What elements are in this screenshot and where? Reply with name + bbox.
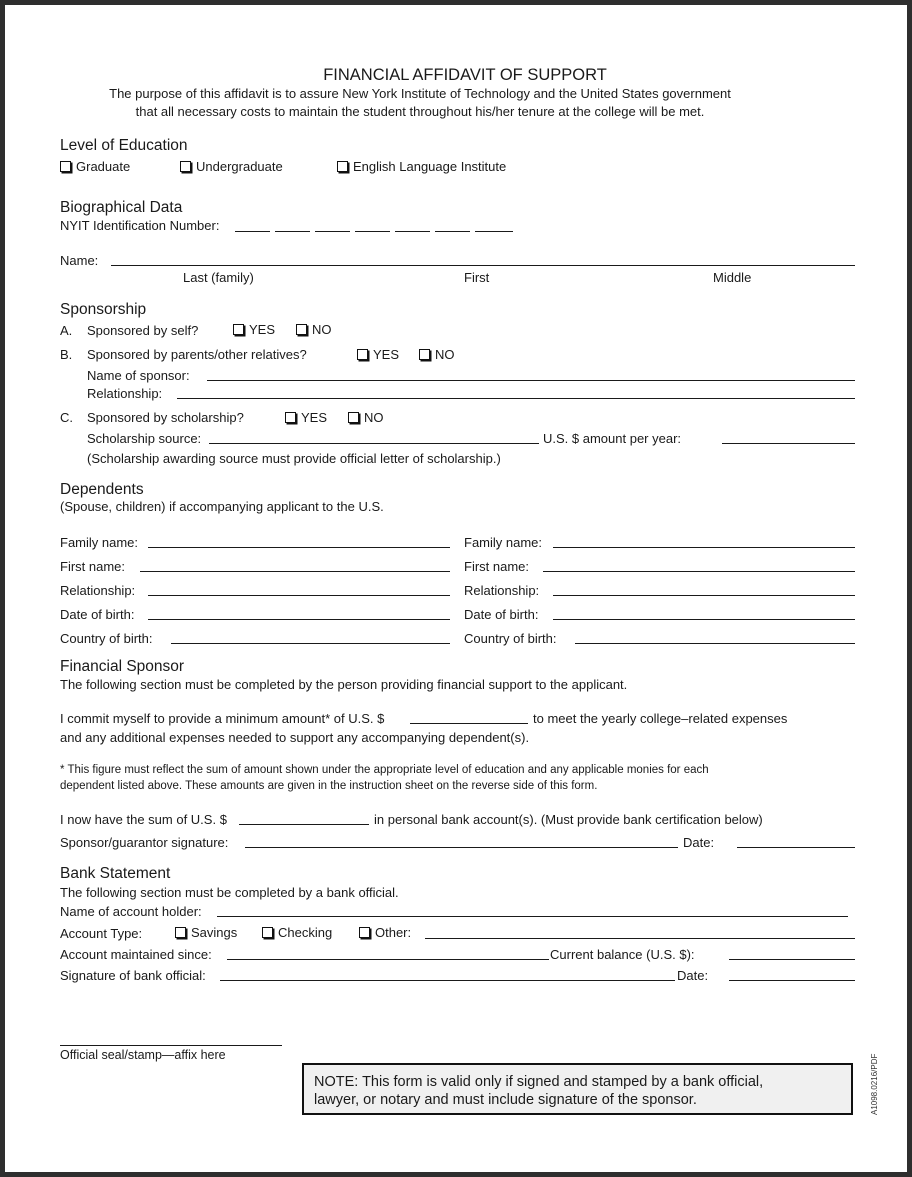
scholarship-source-field[interactable]	[209, 443, 539, 444]
sponsor-a-letter: A.	[60, 323, 73, 338]
self-no-checkbox[interactable]	[296, 324, 307, 335]
financial-sponsor-intro: The following section must be completed by the person providing financial support to the applicant.	[60, 677, 628, 692]
sponsorship-heading: Sponsorship	[60, 301, 147, 318]
account-holder-field[interactable]	[217, 916, 848, 917]
bank-sum-field[interactable]	[239, 824, 369, 825]
current-balance-label: Current balance (U.S. $):	[550, 947, 695, 962]
other-account-type-field[interactable]	[425, 938, 855, 939]
account-holder-label: Name of account holder:	[60, 904, 202, 919]
name-label: Name:	[60, 253, 99, 268]
dep1-relationship-label: Relationship:	[60, 583, 136, 598]
sponsor-date-field[interactable]	[737, 847, 855, 848]
dep2-family-name-field[interactable]	[553, 547, 855, 548]
sponsor-relationship-label: Relationship:	[87, 386, 163, 401]
graduate-option[interactable]: Graduate	[60, 159, 130, 175]
footnote-line-2: dependent listed above. These amounts are given in the instruction sheet on the reverse side of this form.	[60, 780, 598, 792]
checking-checkbox[interactable]	[262, 927, 273, 938]
scholarship-note: (Scholarship awarding source must provide official letter of scholarship.)	[87, 451, 501, 466]
dep1-relationship-field[interactable]	[148, 595, 450, 596]
dep2-country-field[interactable]	[575, 643, 855, 644]
parents-yes-option[interactable]: YES	[357, 347, 399, 363]
nyit-id-digit-3[interactable]	[315, 231, 350, 232]
dep2-relationship-field[interactable]	[553, 595, 855, 596]
dep2-first-name-label: First name:	[464, 559, 530, 574]
scholarship-yes-checkbox[interactable]	[285, 412, 296, 423]
amount-per-year-label: U.S. $ amount per year:	[543, 431, 682, 446]
middle-name-caption: Middle	[713, 270, 752, 285]
eli-checkbox[interactable]	[337, 161, 348, 172]
commit-text-part2: to meet the yearly college–related expenses	[533, 711, 788, 726]
self-yes-option[interactable]: YES	[233, 322, 275, 338]
first-name-caption: First	[464, 270, 490, 285]
bank-official-signature-label: Signature of bank official:	[60, 968, 206, 983]
scholarship-no-checkbox[interactable]	[348, 412, 359, 423]
undergraduate-checkbox[interactable]	[180, 161, 191, 172]
sum-text-part2: in personal bank account(s). (Must provide bank certification below)	[374, 812, 763, 827]
sponsor-signature-field[interactable]	[245, 847, 678, 848]
nyit-id-digit-7[interactable]	[475, 231, 513, 232]
last-name-caption: Last (family)	[183, 270, 254, 285]
commit-text-line2: and any additional expenses needed to support any accompanying dependent(s).	[60, 730, 530, 745]
commit-text-part1: I commit myself to provide a minimum amount* of U.S. $	[60, 711, 385, 726]
sponsor-name-field[interactable]	[207, 380, 855, 381]
education-heading: Level of Education	[60, 137, 188, 154]
dep1-first-name-field[interactable]	[140, 571, 450, 572]
other-option[interactable]: Other:	[359, 925, 411, 941]
form-title: FINANCIAL AFFIDAVIT OF SUPPORT	[323, 66, 607, 84]
form-code: A1098.0216/PDF	[870, 1053, 879, 1115]
sponsored-by-parents-label: Sponsored by parents/other relatives?	[87, 347, 307, 362]
nyit-id-digit-1[interactable]	[235, 231, 270, 232]
parents-no-checkbox[interactable]	[419, 349, 430, 360]
validity-note-box	[302, 1063, 853, 1115]
nyit-id-label: NYIT Identification Number:	[60, 218, 220, 233]
account-type-label: Account Type:	[60, 926, 143, 941]
sponsored-by-scholarship-label: Sponsored by scholarship?	[87, 410, 244, 425]
dep2-country-label: Country of birth:	[464, 631, 557, 646]
bank-heading: Bank Statement	[60, 865, 171, 882]
bank-date-field[interactable]	[729, 980, 855, 981]
footnote-line-1: * This figure must reflect the sum of amount shown under the appropriate level of education and any applicable monies for each	[60, 764, 709, 776]
nyit-id-digit-2[interactable]	[275, 231, 310, 232]
undergraduate-option[interactable]: Undergraduate	[180, 159, 283, 175]
bio-heading: Biographical Data	[60, 199, 183, 216]
other-checkbox[interactable]	[359, 927, 370, 938]
dep1-dob-field[interactable]	[148, 619, 450, 620]
official-seal-label: Official seal/stamp—affix here	[60, 1048, 226, 1062]
bank-intro: The following section must be completed by a bank official.	[60, 885, 399, 900]
amount-per-year-field[interactable]	[722, 443, 855, 444]
savings-option[interactable]: Savings	[175, 925, 237, 941]
dep1-family-name-field[interactable]	[148, 547, 450, 548]
scholarship-no-option[interactable]: NO	[348, 410, 384, 426]
eli-option[interactable]: English Language Institute	[337, 159, 506, 175]
validity-note-line-1: NOTE: This form is valid only if signed and stamped by a bank official,	[314, 1074, 764, 1090]
sponsored-by-self-label: Sponsored by self?	[87, 323, 199, 338]
sponsor-signature-label: Sponsor/guarantor signature:	[60, 835, 229, 850]
sum-text-part1: I now have the sum of U.S. $	[60, 812, 227, 827]
self-yes-checkbox[interactable]	[233, 324, 244, 335]
graduate-checkbox[interactable]	[60, 161, 71, 172]
account-since-field[interactable]	[227, 959, 549, 960]
scholarship-yes-option[interactable]: YES	[285, 410, 327, 426]
validity-note-line-2: lawyer, or notary and must include signature of the sponsor.	[314, 1092, 697, 1108]
sponsor-relationship-field[interactable]	[177, 398, 855, 399]
dep1-country-label: Country of birth:	[60, 631, 153, 646]
parents-yes-checkbox[interactable]	[357, 349, 368, 360]
sponsor-name-label: Name of sponsor:	[87, 368, 190, 383]
purpose-line-1: The purpose of this affidavit is to assure New York Institute of Technology and the United States government	[109, 86, 731, 101]
nyit-id-digit-5[interactable]	[395, 231, 430, 232]
dep2-dob-field[interactable]	[553, 619, 855, 620]
sponsor-c-letter: C.	[60, 410, 73, 425]
dep2-dob-label: Date of birth:	[464, 607, 539, 622]
dep2-first-name-field[interactable]	[543, 571, 855, 572]
name-field[interactable]	[111, 265, 855, 266]
savings-checkbox[interactable]	[175, 927, 186, 938]
financial-sponsor-heading: Financial Sponsor	[60, 658, 185, 675]
dep2-family-name-label: Family name:	[464, 535, 543, 550]
nyit-id-digit-6[interactable]	[435, 231, 470, 232]
dependents-subheading: (Spouse, children) if accompanying applicant to the U.S.	[60, 499, 384, 514]
scholarship-source-label: Scholarship source:	[87, 431, 202, 446]
dep1-country-field[interactable]	[171, 643, 450, 644]
parents-no-option[interactable]: NO	[419, 347, 455, 363]
minimum-amount-field[interactable]	[410, 723, 528, 724]
dep1-dob-label: Date of birth:	[60, 607, 135, 622]
dep1-first-name-label: First name:	[60, 559, 126, 574]
current-balance-field[interactable]	[729, 959, 855, 960]
purpose-line-2: that all necessary costs to maintain the student throughout his/her tenure at the college will be met.	[135, 104, 705, 119]
self-no-option[interactable]: NO	[296, 322, 332, 338]
bank-date-label: Date:	[677, 968, 709, 983]
dep2-relationship-label: Relationship:	[464, 583, 540, 598]
dep1-family-name-label: Family name:	[60, 535, 139, 550]
bank-official-signature-field[interactable]	[220, 980, 675, 981]
affidavit-page	[5, 5, 907, 1172]
dependents-heading: Dependents	[60, 481, 144, 498]
checking-option[interactable]: Checking	[262, 925, 332, 941]
official-seal-line[interactable]	[60, 1045, 282, 1046]
sponsor-b-letter: B.	[60, 347, 73, 362]
account-since-label: Account maintained since:	[60, 947, 212, 962]
nyit-id-digit-4[interactable]	[355, 231, 390, 232]
sponsor-date-label: Date:	[683, 835, 715, 850]
